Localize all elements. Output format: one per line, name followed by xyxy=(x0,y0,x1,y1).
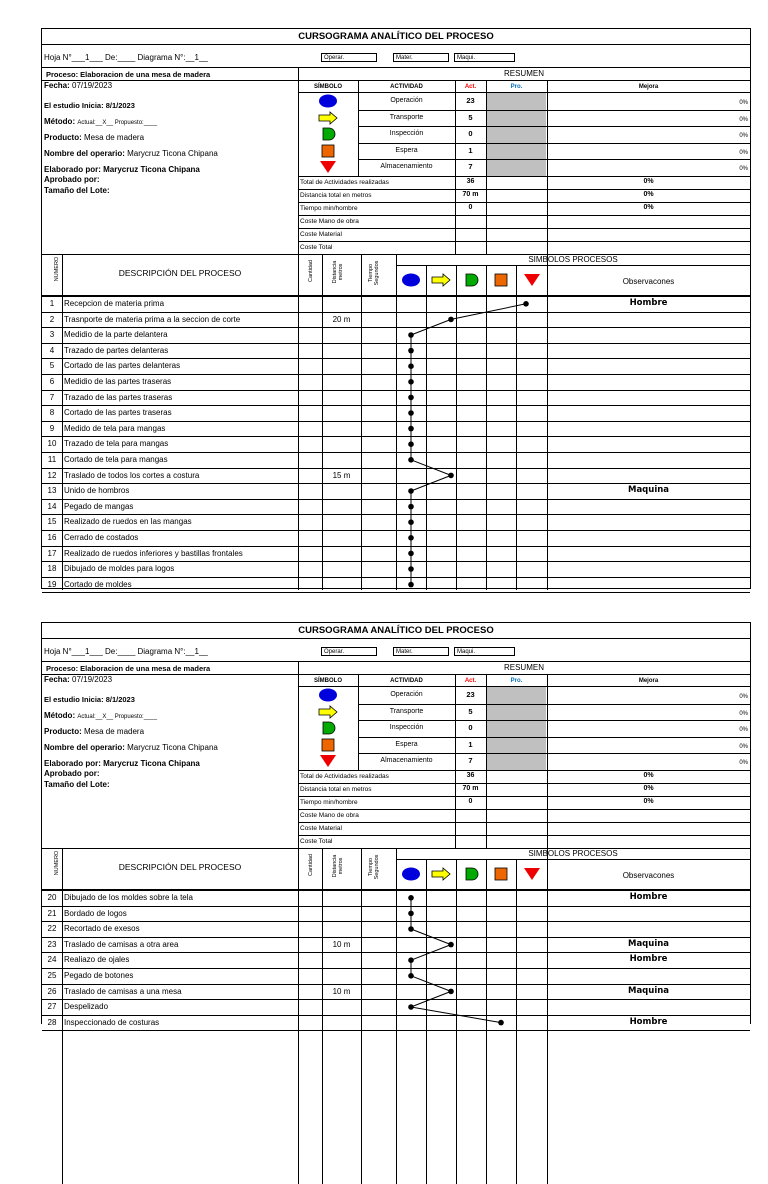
table-row xyxy=(42,405,750,421)
metodo-line: Método: Actual:__X__ Propuesto:____ xyxy=(44,117,158,126)
process-sheet-1 xyxy=(41,28,751,589)
activity-name: Espera xyxy=(395,146,418,154)
row-number: 2 xyxy=(49,314,55,324)
col-cantidad: Cantidad xyxy=(308,259,314,283)
col-simbolo: SÍMBOLO xyxy=(314,84,342,90)
row-number: 8 xyxy=(49,408,55,418)
table-row xyxy=(42,312,750,328)
operation-icon xyxy=(318,94,338,108)
col-pro: Pro. xyxy=(510,84,523,90)
row-number: 27 xyxy=(47,1002,57,1012)
row-description: Medidio de la parte delantera xyxy=(64,330,168,340)
col-tiempo: Tiempo Segundos xyxy=(368,854,380,880)
operario-line: Nombre del operario: Marycruz Ticona Chipana xyxy=(44,149,218,158)
operar-box: Operar. xyxy=(321,647,377,656)
table-row xyxy=(42,561,750,577)
activity-act: 7 xyxy=(468,162,473,172)
table-row xyxy=(42,390,750,406)
col-act: Act. xyxy=(464,84,477,90)
table-row xyxy=(42,483,750,499)
row-distance: 15 m xyxy=(332,470,351,480)
row-distance: 10 m xyxy=(332,939,351,949)
row-number: 17 xyxy=(47,548,57,558)
col-numero: NUMERO xyxy=(54,850,60,876)
table-row xyxy=(42,577,750,593)
table-row xyxy=(42,968,750,984)
inspection-icon xyxy=(318,721,338,735)
row-number: 28 xyxy=(47,1017,57,1027)
total-mejora: 0% xyxy=(643,798,654,805)
row-observation: Maquina xyxy=(627,485,670,496)
operation-icon xyxy=(318,688,338,702)
row-number: 15 xyxy=(47,517,57,527)
inspection-icon xyxy=(461,273,481,287)
row-description: Pegado de botones xyxy=(64,971,134,980)
row-number: 19 xyxy=(47,579,57,589)
transport-icon xyxy=(318,705,338,719)
row-description: Trazado de las partes traseras xyxy=(64,392,173,402)
activity-name: Inspección xyxy=(389,724,424,732)
row-description: Realizado de ruedos inferiores y bastillas frontales xyxy=(64,548,243,558)
activity-mejora: 0% xyxy=(739,727,748,734)
total-label: Tiempo min/hombre xyxy=(300,799,358,806)
table-row xyxy=(42,984,750,1000)
activity-mejora: 0% xyxy=(739,743,748,750)
activity-act: 23 xyxy=(466,690,475,699)
storage-icon xyxy=(522,273,542,287)
row-number: 13 xyxy=(47,486,57,496)
wait-icon xyxy=(318,738,338,752)
row-observation: Maquina xyxy=(627,938,670,949)
table-row xyxy=(42,374,750,390)
row-number: 23 xyxy=(47,939,57,949)
activity-mejora: 0% xyxy=(739,149,748,156)
row-observation: Maquina xyxy=(627,985,670,996)
row-description: Realiazo de ojales xyxy=(64,955,130,965)
row-number: 25 xyxy=(47,971,57,980)
activity-name: Transporte xyxy=(389,707,424,715)
activity-mejora: 0% xyxy=(739,694,748,700)
hoja-line: Hoja N°___1___ De:____ Diagrama N°:__1__ xyxy=(44,53,208,62)
activity-act: 1 xyxy=(468,145,473,155)
row-number: 18 xyxy=(47,564,57,574)
total-mejora: 0% xyxy=(643,178,654,185)
activity-mejora: 0% xyxy=(739,116,748,123)
row-observation: Hombre xyxy=(629,1016,668,1027)
lote-line: Tamaño del Lote: xyxy=(44,780,110,789)
activity-name: Operación xyxy=(390,691,423,698)
row-number: 20 xyxy=(47,893,57,902)
row-number: 11 xyxy=(47,455,57,464)
total-label: Coste Total xyxy=(300,838,333,845)
pro-shaded-area xyxy=(487,687,546,770)
row-description: Dibujado de moldes para logos xyxy=(64,564,175,574)
activity-mejora: 0% xyxy=(739,100,748,106)
aprobado-line: Aprobado por: xyxy=(44,175,100,184)
row-description: Cerrado de costados xyxy=(64,533,139,542)
row-number: 3 xyxy=(49,330,55,340)
row-description: Inspeccionado de costuras xyxy=(64,1017,160,1027)
activity-name: Inspección xyxy=(389,130,424,138)
col-actividad: ACTIVIDAD xyxy=(390,84,423,90)
total-label: Total de Actividades realizadas xyxy=(300,773,389,780)
activity-mejora: 0% xyxy=(739,133,748,140)
process-sheet-2 xyxy=(41,622,751,1027)
total-label: Coste Material xyxy=(300,825,342,832)
table-row xyxy=(42,546,750,562)
mater-box: Mater. xyxy=(393,53,449,62)
proceso-line: Proceso: Elaboracion de una mesa de madera xyxy=(46,664,211,673)
col-observaciones: Observacones xyxy=(622,871,675,880)
row-description: Medido de tela para mangas xyxy=(64,423,166,433)
inspection-icon xyxy=(461,867,481,881)
col-distancia: Distancia metros xyxy=(332,260,344,284)
row-number: 21 xyxy=(47,908,57,918)
activity-mejora: 0% xyxy=(739,760,748,767)
aprobado-line: Aprobado por: xyxy=(44,769,100,778)
total-label: Coste Material xyxy=(300,231,342,238)
proceso-line: Proceso: Elaboracion de una mesa de madera xyxy=(46,70,211,79)
col-mejora: Mejora xyxy=(638,678,659,684)
mater-box: Mater. xyxy=(393,647,449,656)
row-distance: 10 m xyxy=(332,986,351,996)
activity-name: Almacenamiento xyxy=(380,163,433,171)
row-description: Despelizado xyxy=(64,1002,109,1012)
transport-icon xyxy=(431,273,451,287)
activity-act: 5 xyxy=(468,112,473,122)
fecha-line: Fecha: 07/19/2023 xyxy=(44,81,113,90)
col-distancia: Distancia metros xyxy=(332,854,344,878)
table-row xyxy=(42,327,750,343)
fecha-line: Fecha: 07/19/2023 xyxy=(44,675,113,684)
row-number: 16 xyxy=(47,533,57,542)
row-number: 14 xyxy=(47,501,57,511)
row-description: Recortado de exesos xyxy=(64,924,140,934)
activity-mejora: 0% xyxy=(739,166,748,173)
inspection-icon xyxy=(318,127,338,141)
activity-name: Espera xyxy=(395,740,418,748)
table-row xyxy=(42,358,750,374)
row-description: Bordado de logos xyxy=(64,908,127,918)
transport-icon xyxy=(431,867,451,881)
table-row xyxy=(42,499,750,515)
col-tiempo: Tiempo Segundos xyxy=(368,260,380,286)
resumen-title: RESUMEN xyxy=(503,69,544,78)
col-simbolo: SÍMBOLO xyxy=(314,678,342,684)
total-act: 70 m xyxy=(462,785,479,792)
total-label: Coste Mano de obra xyxy=(300,218,359,225)
total-mejora: 0% xyxy=(643,772,654,779)
col-simbolos: SIMBOLOS PROCESOS xyxy=(528,849,618,858)
row-description: Unido de hombros xyxy=(64,486,130,496)
wait-icon xyxy=(491,867,511,881)
table-row xyxy=(42,436,750,452)
activity-act: 23 xyxy=(466,96,475,105)
resumen-title: RESUMEN xyxy=(503,663,544,672)
row-number: 7 xyxy=(49,392,55,402)
table-row xyxy=(42,468,750,484)
metodo-line: Método: Actual:__X__ Propuesto:____ xyxy=(44,711,158,720)
wait-icon xyxy=(491,273,511,287)
row-observation: Hombre xyxy=(629,954,668,965)
col-simbolos: SIMBOLOS PROCESOS xyxy=(528,255,618,264)
table-row xyxy=(42,890,750,906)
col-descripcion: DESCRIPCIÓN DEL PROCESO xyxy=(118,268,242,278)
row-description: Trasnporte de materia prima a la seccion de corte xyxy=(64,314,241,324)
producto-line: Producto: Mesa de madera xyxy=(44,727,145,736)
col-mejora: Mejora xyxy=(638,84,659,90)
table-row xyxy=(42,952,750,968)
row-distance: 20 m xyxy=(332,314,351,324)
row-number: 4 xyxy=(49,345,55,355)
activity-name: Almacenamiento xyxy=(380,757,433,765)
operar-box: Operar. xyxy=(321,53,377,62)
table-row xyxy=(42,906,750,922)
activity-act: 0 xyxy=(468,723,473,733)
row-number: 22 xyxy=(47,924,57,934)
activity-act: 0 xyxy=(468,129,473,139)
table-row xyxy=(42,514,750,530)
table-row xyxy=(42,999,750,1015)
table-row xyxy=(42,1015,750,1031)
row-description: Cortado de las partes delanteras xyxy=(64,361,181,371)
elaborado-line: Elaborado por: Marycruz Ticona Chipana xyxy=(44,165,200,174)
row-description: Traslado de camisas a otra area xyxy=(64,939,179,949)
wait-icon xyxy=(318,144,338,158)
col-act: Act. xyxy=(464,678,477,684)
row-number: 1 xyxy=(49,299,55,308)
total-label: Distancia total en metros xyxy=(300,786,372,793)
activity-act: 1 xyxy=(468,739,473,749)
storage-icon xyxy=(522,867,542,881)
row-description: Traslado de todos los cortes a costura xyxy=(64,470,200,480)
activity-name: Transporte xyxy=(389,113,424,121)
table-row xyxy=(42,530,750,546)
hoja-line: Hoja N°___1___ De:____ Diagrama N°:__1__ xyxy=(44,647,208,656)
col-pro: Pro. xyxy=(510,678,523,684)
total-label: Coste Total xyxy=(300,244,333,251)
estudio-line: El estudio Inicia: 8/1/2023 xyxy=(44,101,135,110)
row-number: 10 xyxy=(47,439,57,449)
total-mejora: 0% xyxy=(643,191,654,198)
total-act: 36 xyxy=(466,772,475,779)
col-numero: NUMERO xyxy=(54,256,60,282)
total-act: 70 m xyxy=(462,191,479,198)
row-description: Recepcion de materia prima xyxy=(64,299,165,308)
row-number: 5 xyxy=(49,361,55,371)
activity-mejora: 0% xyxy=(739,710,748,717)
total-mejora: 0% xyxy=(643,204,654,211)
total-mejora: 0% xyxy=(643,785,654,792)
total-label: Distancia total en metros xyxy=(300,192,372,199)
total-act: 36 xyxy=(466,178,475,185)
pro-shaded-area xyxy=(487,93,546,176)
maqui-box: Maqui. xyxy=(454,53,515,62)
row-description: Trazado de tela para mangas xyxy=(64,439,169,449)
sheet-title: CURSOGRAMA ANALÍTICO DEL PROCESO xyxy=(298,31,494,42)
table-row xyxy=(42,421,750,437)
row-observation: Hombre xyxy=(629,298,668,308)
table-row xyxy=(42,343,750,359)
table-row xyxy=(42,452,750,468)
operation-icon xyxy=(401,273,421,287)
operario-line: Nombre del operario: Marycruz Ticona Chipana xyxy=(44,743,218,752)
row-description: Pegado de mangas xyxy=(64,501,134,511)
row-number: 9 xyxy=(49,423,55,433)
row-number: 24 xyxy=(47,955,57,965)
activity-act: 7 xyxy=(468,756,473,766)
elaborado-line: Elaborado por: Marycruz Ticona Chipana xyxy=(44,759,200,768)
row-description: Dibujado de los moldes sobre la tela xyxy=(64,893,193,902)
maqui-box: Maqui. xyxy=(454,647,515,656)
row-description: Cortado de moldes xyxy=(64,579,132,589)
row-description: Realizado de ruedos en las mangas xyxy=(64,517,192,527)
total-label: Total de Actividades realizadas xyxy=(300,179,389,186)
col-observaciones: Observacones xyxy=(622,277,675,286)
sheet-title: CURSOGRAMA ANALÍTICO DEL PROCESO xyxy=(298,625,494,636)
total-act: 0 xyxy=(468,798,473,805)
col-descripcion: DESCRIPCIÓN DEL PROCESO xyxy=(118,862,242,872)
total-act: 0 xyxy=(468,204,473,211)
storage-icon xyxy=(318,160,338,174)
row-number: 26 xyxy=(47,986,57,996)
activity-name: Operación xyxy=(390,97,423,104)
table-row xyxy=(42,937,750,953)
producto-line: Producto: Mesa de madera xyxy=(44,133,145,142)
operation-icon xyxy=(401,867,421,881)
row-description: Medidio de las partes traseras xyxy=(64,377,172,386)
estudio-line: El estudio Inicia: 8/1/2023 xyxy=(44,695,135,704)
row-description: Cortado de tela para mangas xyxy=(64,455,168,464)
activity-act: 5 xyxy=(468,706,473,716)
total-label: Coste Mano de obra xyxy=(300,812,359,819)
row-description: Cortado de las partes traseras xyxy=(64,408,172,418)
row-number: 6 xyxy=(49,377,55,386)
row-observation: Hombre xyxy=(629,892,668,902)
lote-line: Tamaño del Lote: xyxy=(44,186,110,195)
table-row xyxy=(42,921,750,937)
total-label: Tiempo min/hombre xyxy=(300,205,358,212)
row-number: 12 xyxy=(47,470,57,480)
row-description: Traslado de camisas a una mesa xyxy=(64,986,182,996)
storage-icon xyxy=(318,754,338,768)
col-actividad: ACTIVIDAD xyxy=(390,678,423,684)
table-row xyxy=(42,296,750,312)
col-cantidad: Cantidad xyxy=(308,853,314,877)
row-description: Trazado de partes delanteras xyxy=(64,345,169,355)
transport-icon xyxy=(318,111,338,125)
